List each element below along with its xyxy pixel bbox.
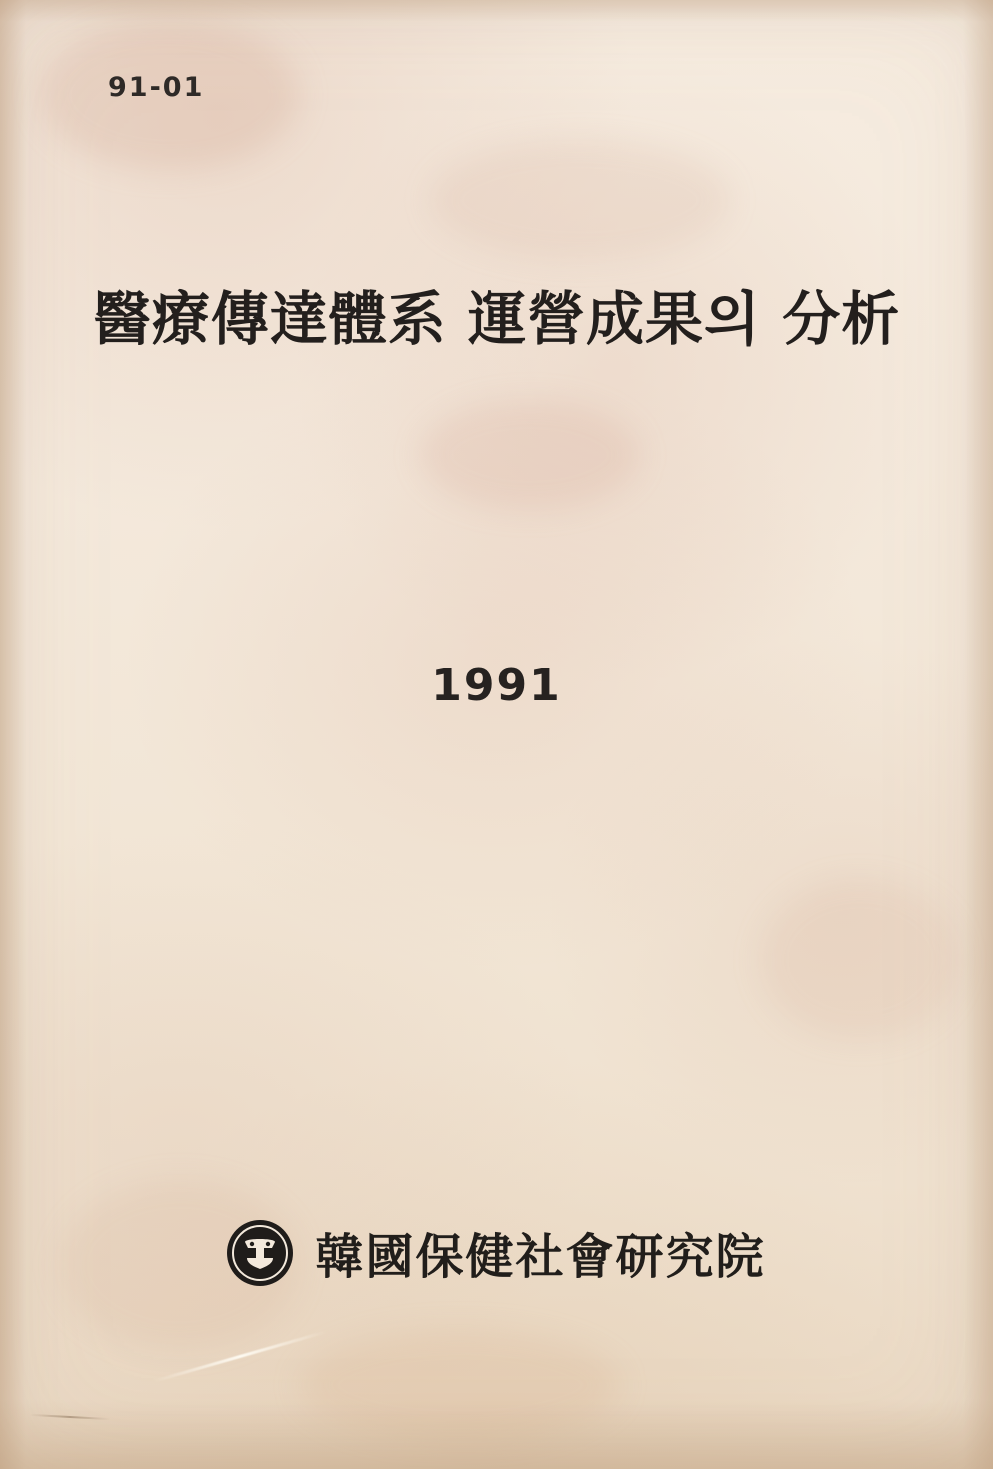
paper-crease <box>30 1414 110 1420</box>
page-edge-top <box>0 0 993 22</box>
paper-crease <box>153 1330 327 1382</box>
catalog-number: 91-01 <box>108 72 205 103</box>
institute-emblem-icon <box>227 1220 293 1286</box>
publisher-name: 韓國保健社會研究院 <box>315 1229 766 1285</box>
publisher-block <box>0 1218 993 1287</box>
paper-stain <box>300 1330 620 1440</box>
paper-stain <box>760 880 960 1040</box>
page-edge-bottom <box>0 1399 993 1469</box>
paper-stain <box>430 140 730 260</box>
page-title: 醫療傳達體系 運營成果의 分析 <box>92 285 901 353</box>
publication-year: 1991 <box>431 660 562 711</box>
paper-stain <box>420 400 640 510</box>
